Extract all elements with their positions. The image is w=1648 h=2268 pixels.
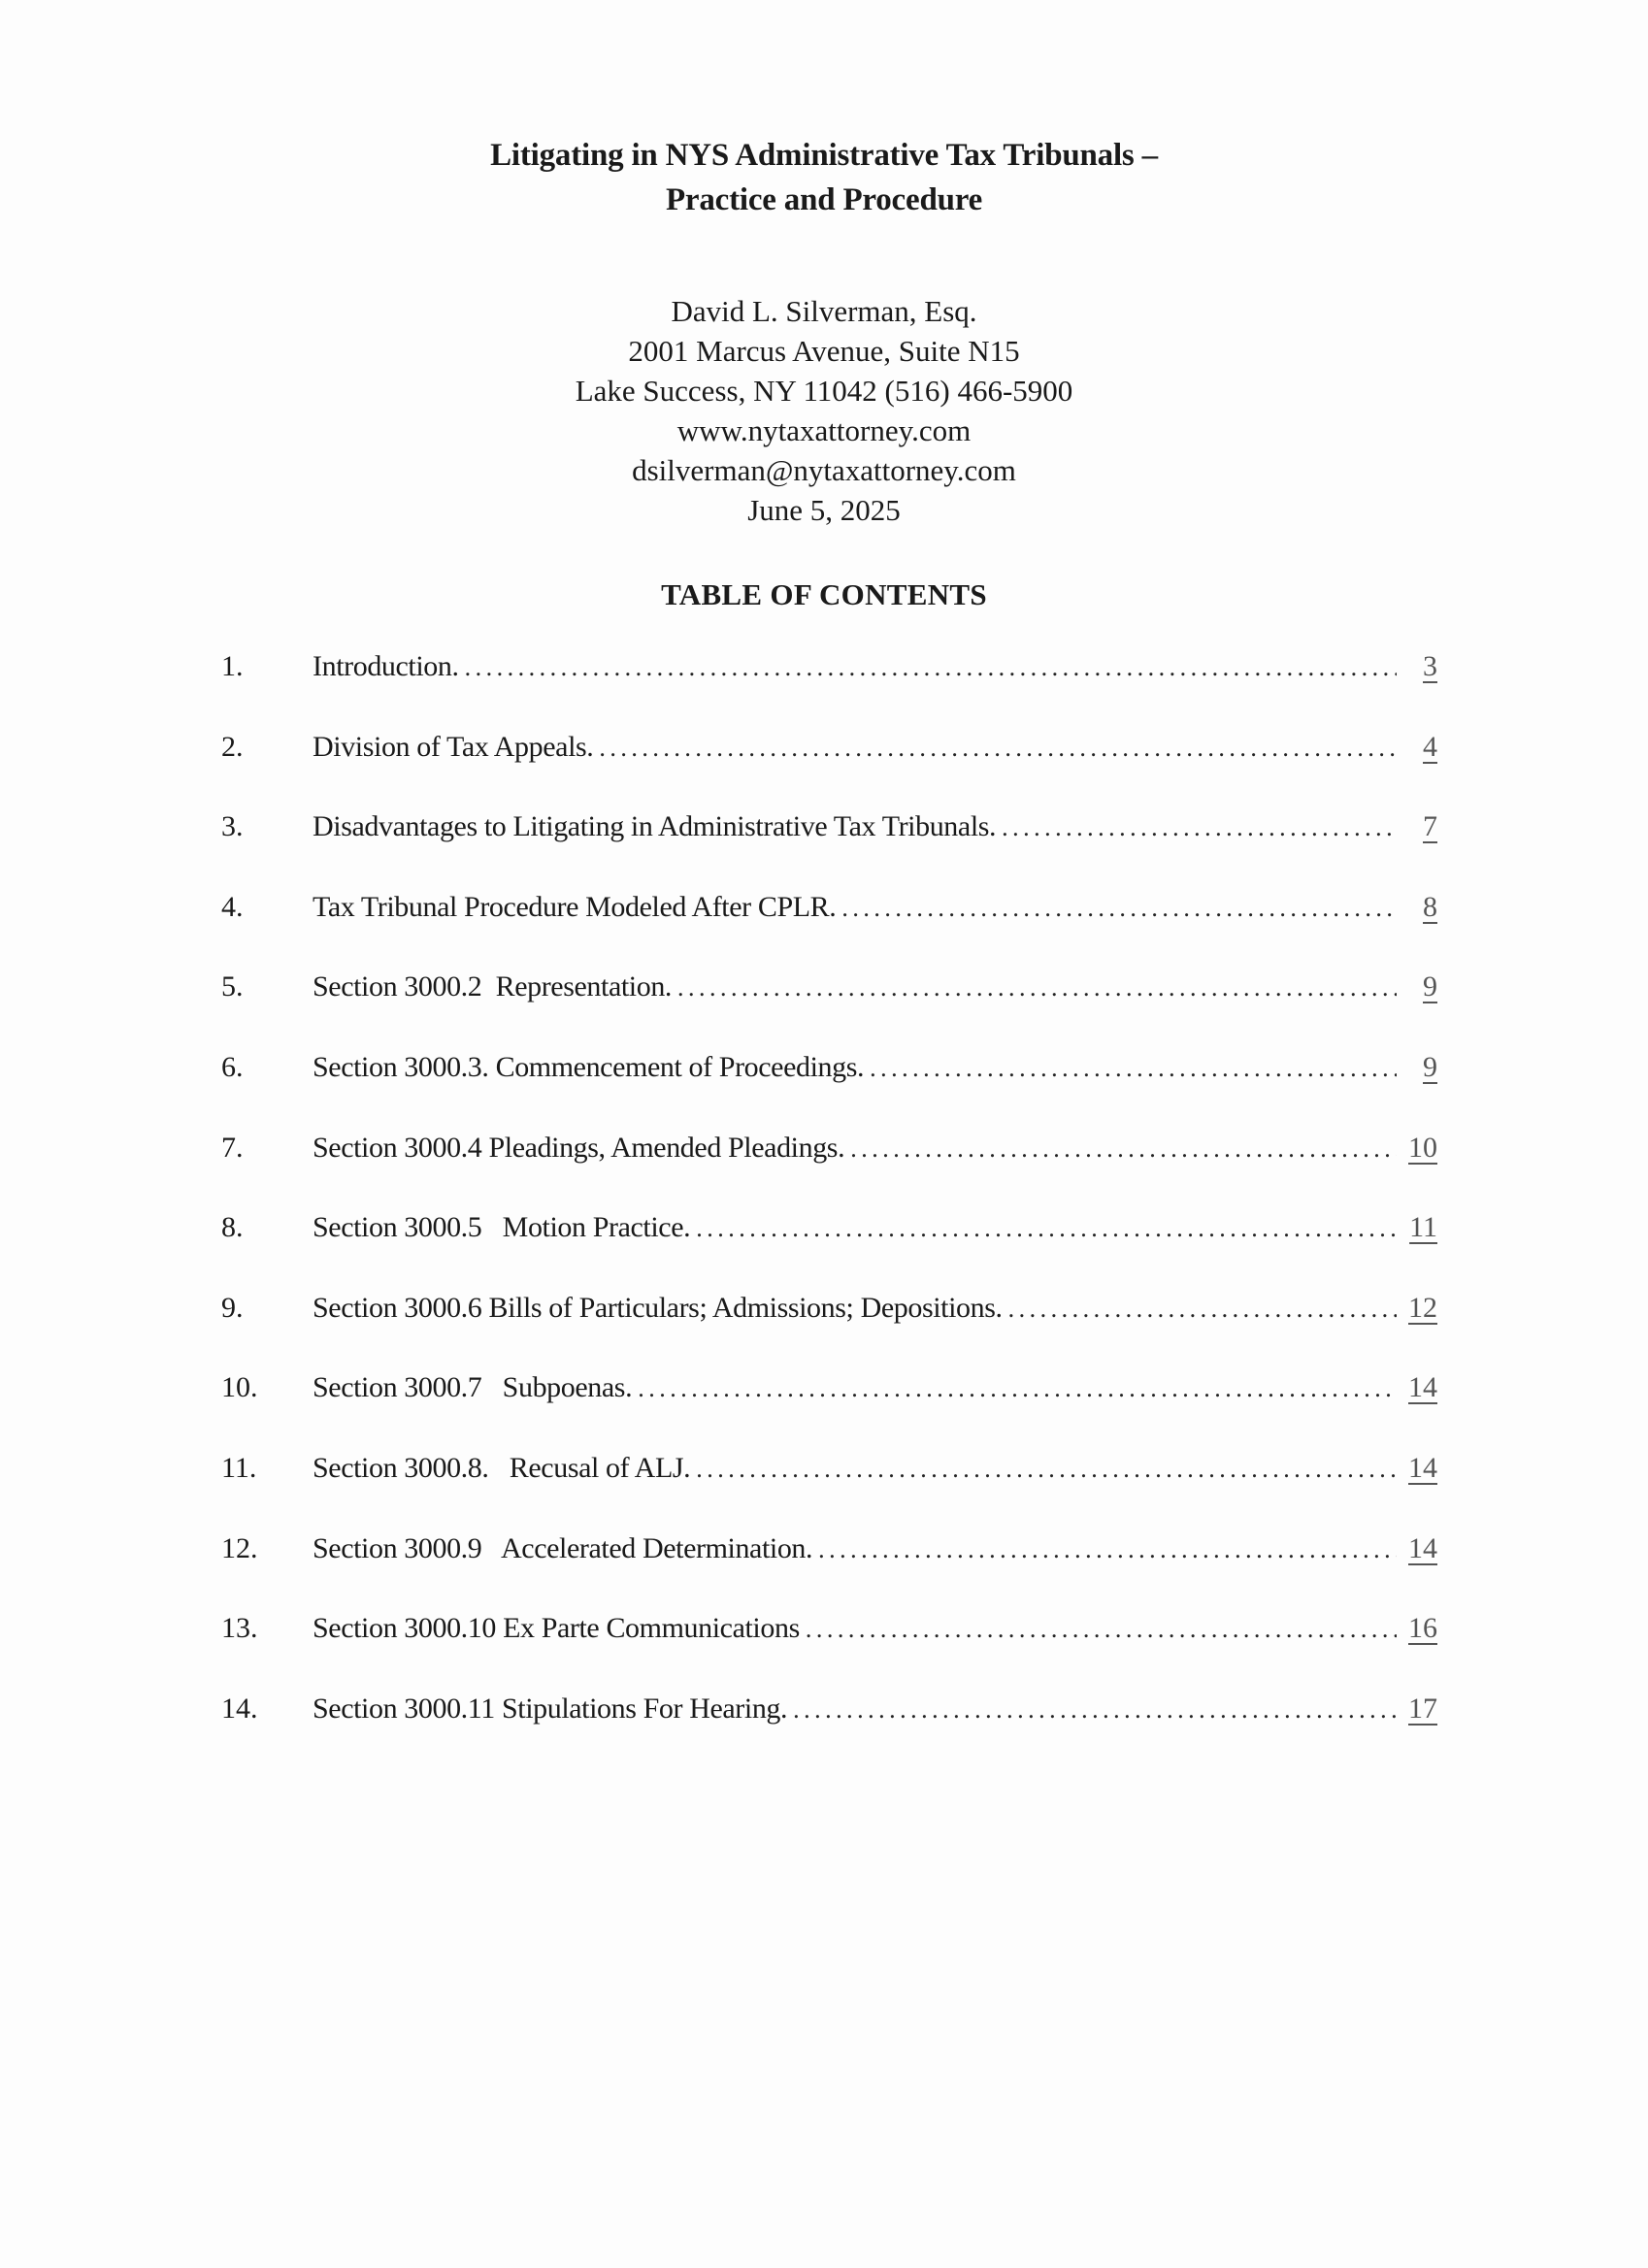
- author-email: dsilverman@nytaxattorney.com: [632, 453, 1016, 487]
- toc-entry: [221, 1693, 1437, 1773]
- dot-leader: [1002, 813, 1397, 842]
- toc-entry-page-link[interactable]: 12: [1408, 1291, 1437, 1324]
- dot-leader: [677, 973, 1397, 1003]
- toc-entry-number: 1.: [221, 650, 244, 682]
- toc-entry: [221, 891, 1437, 971]
- toc-entry-page-link[interactable]: 7: [1423, 810, 1437, 843]
- toc-entry-label: Section 3000.2 Representation.: [313, 970, 673, 1003]
- toc-entry: [221, 970, 1437, 1051]
- toc-heading: TABLE OF CONTENTS: [661, 577, 987, 611]
- toc-entry-number: 9.: [221, 1291, 244, 1324]
- toc-entry-label: Section 3000.9 Accelerated Determination.: [313, 1531, 813, 1564]
- toc-entry-label: Section 3000.7 Subpoenas.: [313, 1371, 633, 1404]
- dot-leader: [818, 1535, 1397, 1564]
- toc-entry: [221, 731, 1437, 811]
- toc-entry-label: Section 3000.10 Ex Parte Communications: [313, 1612, 800, 1645]
- dot-leader: [638, 1374, 1397, 1403]
- dot-leader: [1008, 1295, 1397, 1324]
- toc-entry-label: Section 3000.11 Stipulations For Hearing.: [313, 1692, 788, 1725]
- toc-entry-page-link[interactable]: 14: [1408, 1371, 1437, 1404]
- toc-entry-page-link[interactable]: 3: [1423, 650, 1437, 682]
- toc-entry-label: Tax Tribunal Procedure Modeled After CPLR.: [313, 890, 837, 923]
- author-website: www.nytaxattorney.com: [676, 413, 972, 447]
- toc-entry: [221, 1211, 1437, 1292]
- author-name: David L. Silverman, Esq.: [671, 294, 977, 328]
- toc-entry-page-link[interactable]: 14: [1408, 1531, 1437, 1564]
- toc-entry-label: Section 3000.6 Bills of Particulars; Admissions; Depositions.: [313, 1291, 1003, 1324]
- title-line-1: Litigating in NYS Administrative Tax Tribunals –: [490, 138, 1158, 173]
- toc-entry: [221, 1532, 1437, 1613]
- toc-entry-number: 5.: [221, 970, 244, 1003]
- toc-entry: [221, 810, 1437, 891]
- dot-leader: [599, 734, 1397, 763]
- toc-entry: [221, 1132, 1437, 1212]
- dot-leader: [841, 894, 1397, 923]
- document-title: [0, 133, 1648, 222]
- toc-entry-label: Section 3000.8. Recusal of ALJ.: [313, 1451, 691, 1484]
- toc-entry: [221, 650, 1437, 731]
- toc-entry-number: 2.: [221, 730, 244, 763]
- toc-entry-page-link[interactable]: 16: [1408, 1612, 1437, 1645]
- author-address-line-1: 2001 Marcus Avenue, Suite N15: [628, 334, 1020, 368]
- document-date: June 5, 2025: [747, 493, 901, 527]
- table-of-contents: [221, 650, 1437, 1772]
- toc-entry-number: 4.: [221, 890, 244, 923]
- toc-entry: [221, 1371, 1437, 1452]
- toc-entry-page-link[interactable]: 14: [1408, 1451, 1437, 1484]
- dot-leader: [696, 1214, 1397, 1243]
- toc-entry-number: 12.: [221, 1531, 258, 1564]
- toc-entry-number: 10.: [221, 1371, 258, 1404]
- toc-entry-label: Section 3000.4 Pleadings, Amended Pleadings.: [313, 1131, 845, 1164]
- toc-entry-number: 13.: [221, 1612, 258, 1645]
- toc-entry-number: 7.: [221, 1131, 244, 1164]
- toc-entry-page-link[interactable]: 9: [1423, 1050, 1437, 1083]
- toc-entry-page-link[interactable]: 4: [1423, 730, 1437, 763]
- toc-entry-page-link[interactable]: 10: [1408, 1131, 1437, 1164]
- dot-leader: [465, 653, 1397, 682]
- toc-entry-label: Division of Tax Appeals.: [313, 730, 594, 763]
- toc-entry-number: 14.: [221, 1692, 258, 1725]
- toc-entry-page-link[interactable]: 11: [1409, 1211, 1437, 1244]
- dot-leader: [696, 1455, 1397, 1484]
- toc-entry: [221, 1292, 1437, 1372]
- author-block: [0, 291, 1648, 530]
- toc-entry-number: 6.: [221, 1050, 244, 1083]
- dot-leader: [806, 1615, 1397, 1644]
- dot-leader: [793, 1695, 1397, 1725]
- toc-entry-page-link[interactable]: 8: [1423, 890, 1437, 923]
- toc-entry-page-link[interactable]: 9: [1423, 970, 1437, 1003]
- toc-entry-page-link[interactable]: 17: [1408, 1692, 1437, 1725]
- toc-entry-number: 8.: [221, 1211, 244, 1244]
- toc-entry-number: 3.: [221, 810, 244, 843]
- title-line-2: Practice and Procedure: [665, 182, 983, 217]
- dot-leader: [850, 1134, 1397, 1164]
- toc-entry: [221, 1612, 1437, 1693]
- author-address-line-2: Lake Success, NY 11042 (516) 466-5900: [575, 374, 1073, 408]
- toc-entry-label: Disadvantages to Litigating in Administrative Tax Tribunals.: [313, 810, 997, 843]
- toc-entry-label: Section 3000.3. Commencement of Proceedings.: [313, 1050, 865, 1083]
- toc-entry-label: Introduction.: [313, 650, 459, 682]
- toc-entry-label: Section 3000.5 Motion Practice.: [313, 1211, 691, 1244]
- dot-leader: [870, 1054, 1397, 1083]
- toc-entry: [221, 1051, 1437, 1132]
- toc-entry: [221, 1452, 1437, 1532]
- toc-entry-number: 11.: [221, 1451, 257, 1484]
